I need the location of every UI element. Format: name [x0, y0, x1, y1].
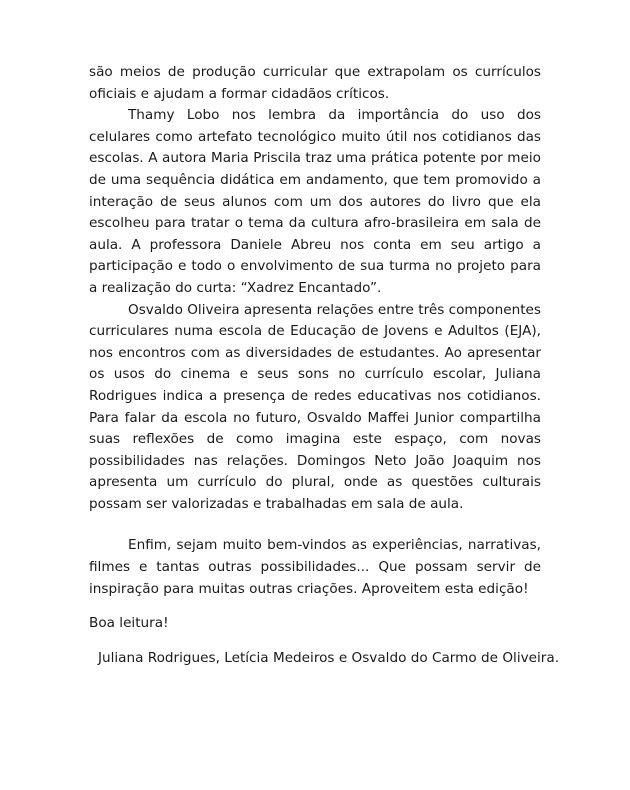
paragraph-enfim: Enfim, sejam muito bem-vindos as experiências, narrativas, filmes e tantas outras possibilidades... Que possam servir de inspiração para muitas outras criações. Aproveitem esta edição!	[89, 537, 541, 597]
closing-text: Boa leitura!	[89, 615, 169, 632]
document-page	[89, 62, 560, 669]
authors-signature: Juliana Rodrigues, Letícia Medeiros e Osvaldo do Carmo de Oliveira.	[98, 649, 560, 666]
paragraph-continuation: são meios de produção curricular que extrapolam os currículos oficiais e ajudam a formar cidadãos críticos.	[89, 64, 541, 102]
paragraph-osvaldo-oliveira: Osvaldo Oliveira apresenta relações entre três componentes curriculares numa escola de Educação de Jovens e Adultos (EJA), nos encontros com as diversidades de estudantes. Ao apresentar os usos do cinema e seus sons no currículo escolar, Juliana Rodrigues indica a presença de redes educativas nos cotidianos. Para falar da escola no futuro, Osvaldo Maffei Junior compartilha suas reflexões de como imagina este espaço, com novas possibilidades nas relações. Domingos Neto João Joaquim nos apresenta um currículo do plural, onde as questões culturais possam ser valorizadas e trabalhadas em sala de aula.	[89, 301, 541, 512]
paragraph-thamy-lobo: Thamy Lobo nos lembra da importância do uso dos celulares como artefato tecnológico muito útil nos cotidianos das escolas. A autora Maria Priscila traz uma prática potente por meio de uma sequência didática em andamento, que tem promovido a interação de seus alunos com um dos autores do livro que ela escolheu para tratar o tema da cultura afro-brasileira em sala de aula. A professora Daniele Abreu nos conta em seu artigo a participação e todo o envolvimento de sua turma no projeto para a realização do curta: “Xadrez Encantado”.	[89, 107, 541, 296]
